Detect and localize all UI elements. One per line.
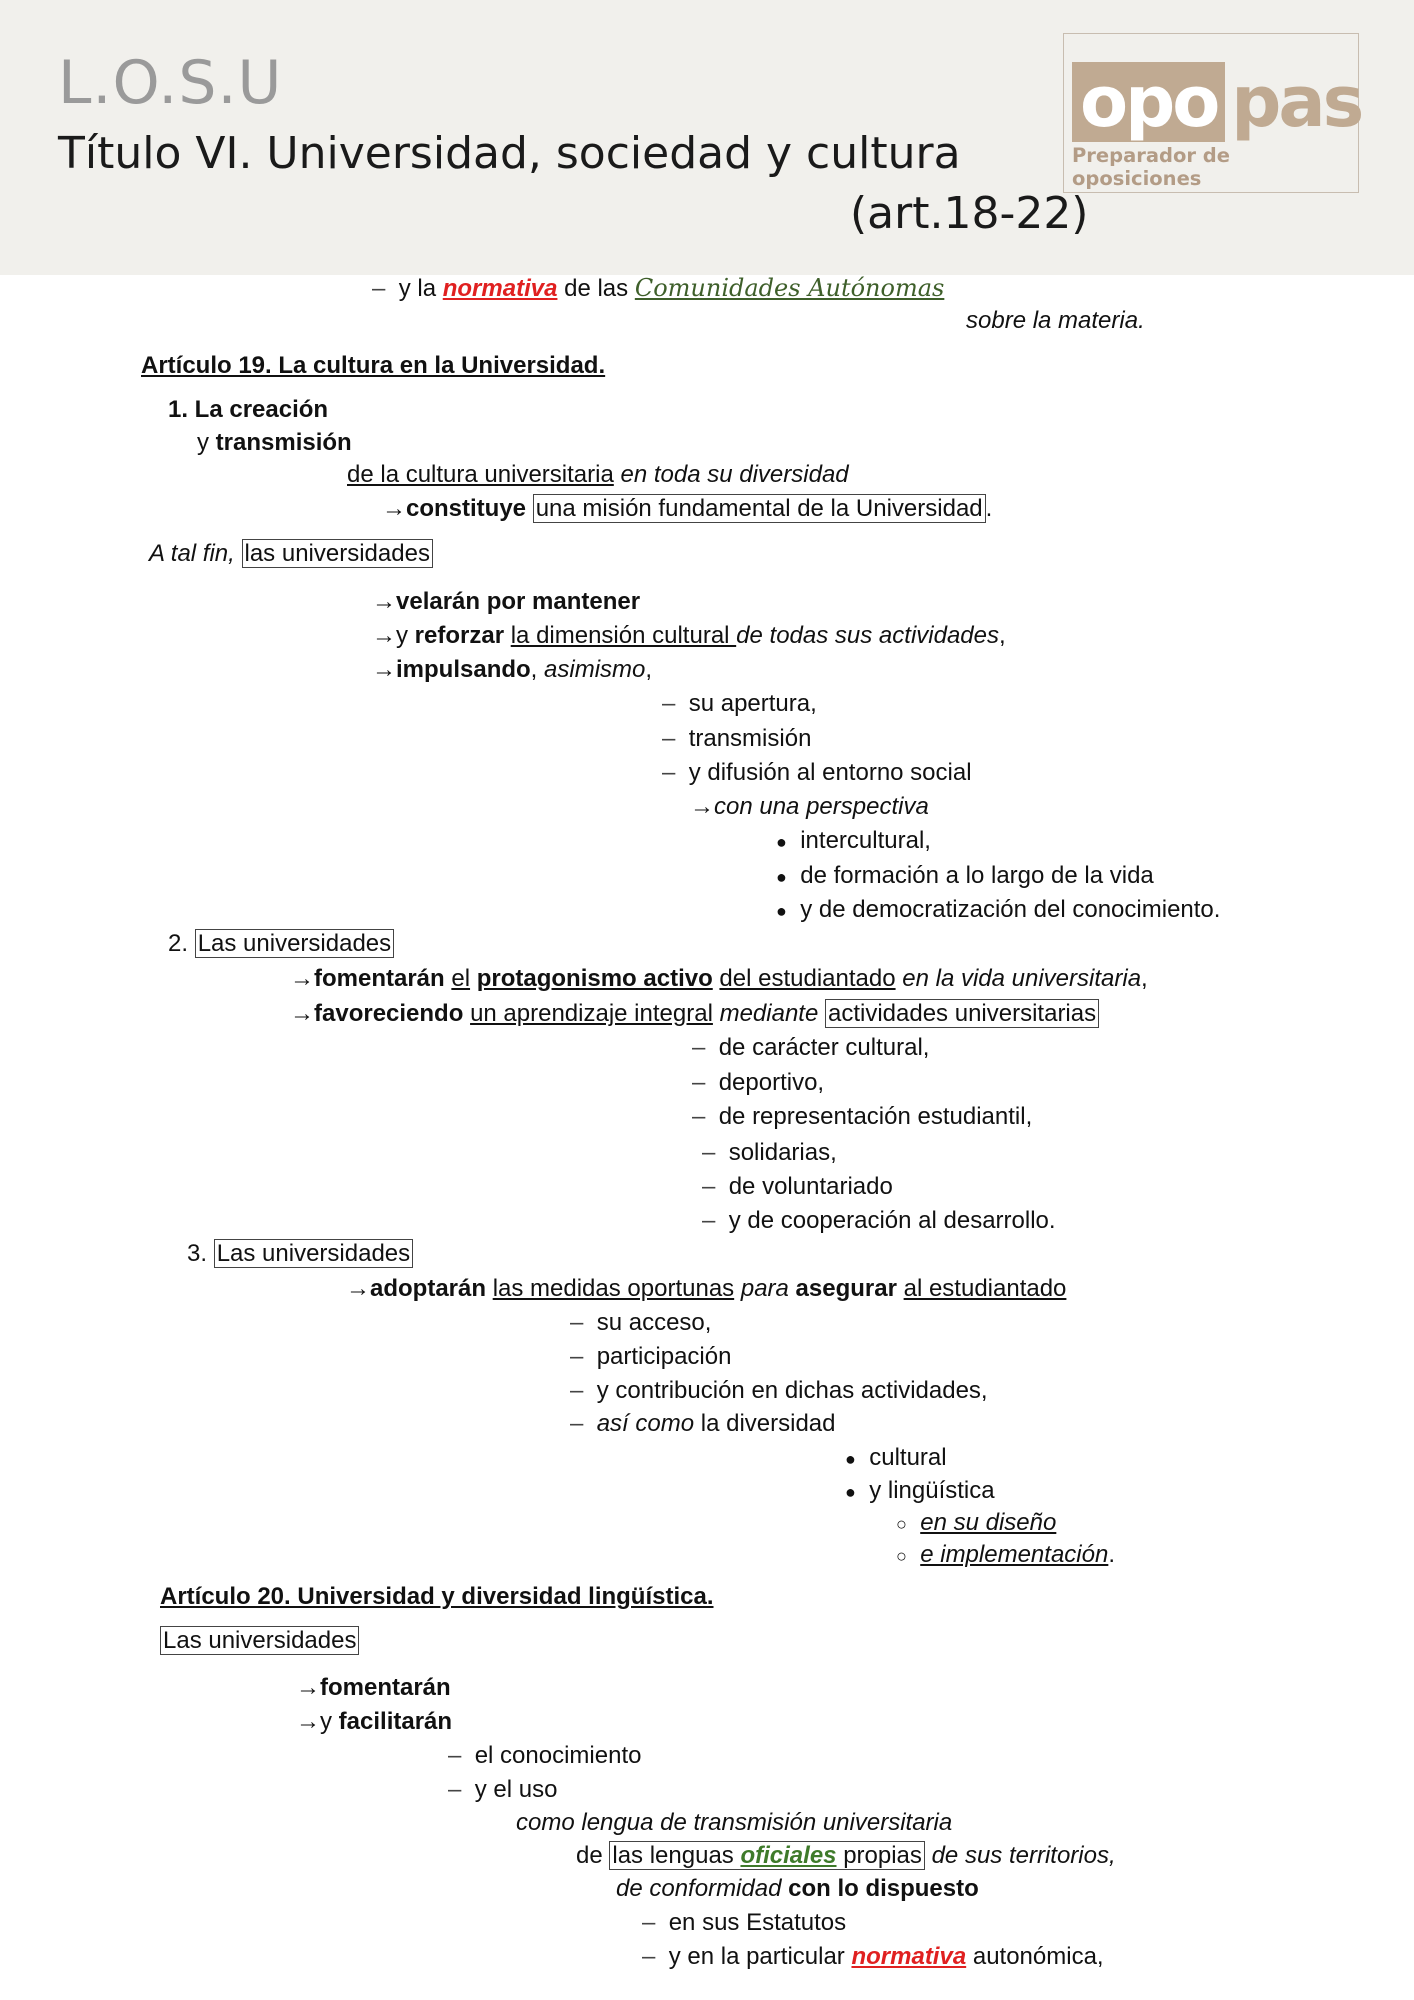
item-caracter-cultural: – de carácter cultural,	[692, 1034, 930, 1061]
box-p3-las-universidades: Las universidades	[214, 1239, 413, 1268]
item-normativa-autonomica: – y en la particular normativa autonómica,	[642, 1943, 1104, 1970]
item-uso: – y el uso	[448, 1776, 558, 1803]
term-normativa: normativa	[442, 275, 558, 302]
logo-pas: pas	[1231, 61, 1362, 143]
p1-cultura-line: de la cultura universitaria en toda su diversidad	[347, 461, 849, 488]
art20-las-universidades-line	[160, 1626, 359, 1656]
item-conocimiento: – el conocimiento	[448, 1742, 642, 1769]
box-actividades: actividades universitarias	[825, 999, 1099, 1028]
articles-range: (art.18-22)	[850, 188, 1089, 239]
logo-tagline: Preparador de oposiciones	[1072, 144, 1230, 190]
perspectiva-line: →con una perspectiva	[690, 793, 929, 820]
item-asi-como: – así como la diversidad	[570, 1410, 836, 1437]
logo-opo: opo	[1072, 62, 1225, 142]
art20-facilitaran-line: →y facilitarán	[296, 1708, 453, 1735]
item-voluntariado: – de voluntariado	[702, 1173, 893, 1200]
item-difusion: – y difusión al entorno social	[662, 759, 972, 786]
box-lenguas-oficiales: las lenguas oficiales propias	[609, 1841, 925, 1870]
impulsando-line: →impulsando, asimismo,	[372, 656, 653, 683]
bullet-intercultural: ● intercultural,	[776, 827, 931, 854]
item-solidarias: – solidarias,	[702, 1139, 837, 1166]
box-art20-las-universidades: Las universidades	[160, 1626, 359, 1655]
p3-line: 3. Las universidades	[187, 1239, 413, 1269]
item-acceso: – su acceso,	[570, 1309, 712, 1336]
a-tal-fin-line: A tal fin, las universidades	[149, 539, 433, 569]
item-representacion: – de representación estudiantil,	[692, 1103, 1033, 1130]
box-p2-las-universidades: Las universidades	[195, 929, 394, 958]
item-participacion: – participación	[570, 1343, 732, 1370]
bullet-democratizacion: ● y de democratización del conocimiento.	[776, 896, 1221, 923]
conformidad-line: de conformidad con lo dispuesto	[616, 1875, 979, 1902]
box-las-universidades: las universidades	[242, 539, 433, 568]
line-sobre-materia: sobre la materia.	[966, 307, 1145, 334]
reforzar-line: →y reforzar la dimensión cultural de todas sus actividades,	[372, 622, 1006, 649]
item-estatutos: – en sus Estatutos	[642, 1909, 847, 1936]
law-acronym: L.O.S.U	[58, 48, 283, 118]
p2-line: 2. Las universidades	[168, 929, 394, 959]
lenguas-oficiales-line: de las lenguas oficiales propias de sus territorios,	[576, 1842, 1116, 1869]
item-cooperacion: – y de cooperación al desarrollo.	[702, 1207, 1056, 1234]
art20-heading: Artículo 20. Universidad y diversidad lingüística.	[160, 1583, 714, 1610]
bullet-cultural: ● cultural	[845, 1444, 947, 1471]
opopas-logo	[1063, 33, 1362, 193]
document-header	[0, 0, 1414, 275]
line-normativa-ccaa: – y la normativa de las Comunidades Autónomas	[372, 274, 945, 302]
como-lengua-line: como lengua de transmisión universitaria	[516, 1809, 953, 1836]
item-transmision: – transmisión	[662, 725, 812, 752]
p2-favoreciendo-line: →favoreciendo un aprendizaje integral mediante actividades universitarias	[290, 999, 1099, 1029]
term-ccaa: Comunidades Autónomas	[634, 274, 945, 302]
velaran-line: →velarán por mantener	[372, 588, 641, 615]
p2-fomentaran-line: →fomentarán el protagonismo activo del estudiantado en la vida universitaria,	[290, 965, 1148, 992]
item-apertura: – su apertura,	[662, 690, 817, 717]
term-oficiales: oficiales	[740, 1842, 837, 1869]
item-contribucion: – y contribución en dichas actividades,	[570, 1377, 988, 1404]
p1-constituye-line: →constituye una misión fundamental de la Universidad .	[382, 495, 993, 522]
p1-transmision: y transmisión	[197, 429, 352, 456]
bullet-linguistica: ● y lingüística	[845, 1477, 995, 1504]
p3-adoptaran-line: →adoptarán las medidas oportunas para asegurar al estudiantado	[346, 1275, 1067, 1302]
p1-creacion: 1. La creación	[168, 396, 329, 423]
circle-implementacion: ○ e implementación.	[896, 1541, 1115, 1568]
circle-diseno: ○ en su diseño	[896, 1509, 1057, 1536]
art19-heading: Artículo 19. La cultura en la Universidad.	[141, 352, 606, 379]
art20-fomentaran-line: →fomentarán	[296, 1674, 451, 1701]
bullet-formacion: ● de formación a lo largo de la vida	[776, 862, 1154, 889]
title-heading: Título VI. Universidad, sociedad y cultura	[58, 128, 961, 179]
term-normativa-2: normativa	[851, 1943, 967, 1970]
box-mision: una misión fundamental de la Universidad	[533, 494, 986, 523]
item-deportivo: – deportivo,	[692, 1069, 825, 1096]
